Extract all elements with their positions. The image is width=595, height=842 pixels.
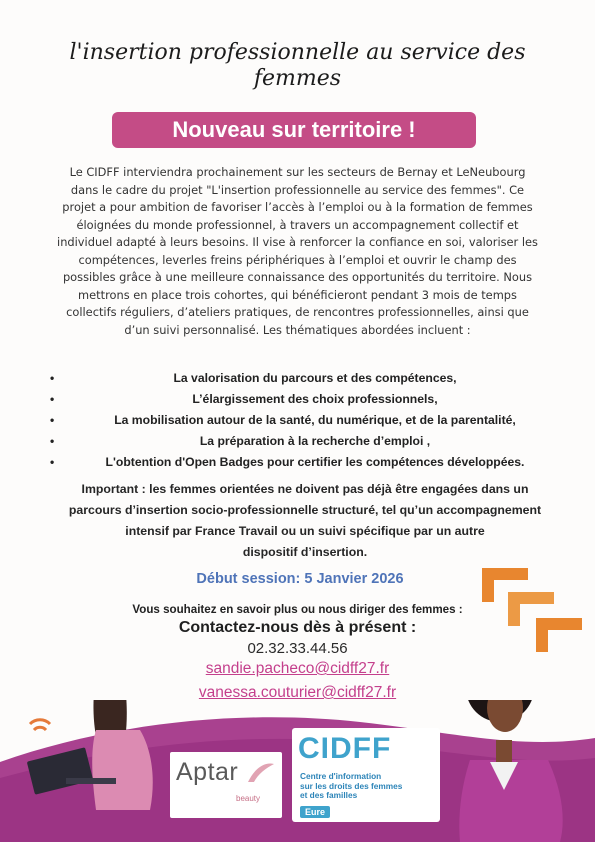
cidff-sub-line: et des familles	[300, 790, 358, 801]
theme-text: La mobilisation autour de la santé, du numérique, et de la parentalité,	[114, 413, 516, 427]
intro-line: dans le cadre du projet "L'insertion professionnelle au service des femmes". Ce	[70, 182, 525, 197]
important-line: intensif par France Travail ou un suivi spécifique par un autre	[125, 524, 485, 538]
cidff-sub-line: Centre d'information	[300, 771, 382, 781]
cidff-logo	[292, 728, 440, 822]
aptar-logo-text: Aptar	[176, 758, 239, 786]
intro-line: projet a pour ambition de favoriser l’accès à l’emploi ou à la formation de femmes	[62, 200, 533, 214]
important-line: dispositif d’insertion.	[242, 545, 368, 559]
important-notice	[40, 479, 570, 563]
intro-line: éloignées du monde professionnel, à travers un accompagnement collectif et	[76, 217, 519, 232]
theme-text: L'obtention d'Open Badges pour certifier les compétences développées.	[105, 455, 525, 469]
cidff-logo-text: CIDFF	[298, 732, 392, 765]
aptar-swoosh-icon	[246, 762, 276, 784]
intro-line: individuel adapté à leurs besoins. Il vise à renforcer la confiance en soi, valoriser les	[57, 235, 538, 249]
theme-text: La valorisation du parcours et des compétences,	[173, 371, 457, 385]
cidff-region-badge: Eure	[300, 806, 330, 818]
contact-intro: Vous souhaitez en savoir plus ou nous diriger des femmes :	[132, 603, 463, 616]
intro-line: collectifs réguliers, d’ateliers pratiques, de rencontres professionnelles, ainsi que	[66, 305, 529, 319]
phone-number[interactable]: 02.32.33.44.56	[247, 640, 348, 657]
bullet: •	[50, 392, 55, 406]
intro-line: Le CIDFF interviendra prochainement sur les secteurs de Bernay et LeNeubourg	[69, 165, 526, 179]
cidff-logo-subtitle	[300, 772, 438, 801]
list-item	[50, 455, 580, 476]
bullet: •	[50, 455, 55, 469]
intro-line: d’un suivi personnalisé. Les thématiques abordées incluent :	[124, 322, 471, 337]
intro-paragraph	[14, 164, 581, 339]
important-line: parcours d’insertion socio-professionnelle structuré, tel qu’un accompagnement	[68, 503, 542, 517]
bullet: •	[50, 434, 55, 448]
theme-text: La préparation à la recherche d’emploi ,	[199, 434, 431, 448]
intro-line: mettrons en place trois cohortes, qui bénéficieront pendant 3 mois de temps	[78, 287, 517, 302]
theme-text: L’élargissement des choix professionnels,	[192, 392, 438, 406]
cidff-sub-line: sur les droits des femmes	[300, 780, 403, 791]
banner-text: Nouveau sur territoire !	[172, 117, 416, 142]
bullet: •	[50, 371, 55, 385]
session-start: Début session: 5 Janvier 2026	[196, 571, 404, 587]
bullet: •	[50, 413, 55, 427]
contact-heading: Contactez-nous dès à présent :	[178, 619, 417, 636]
important-line: Important : les femmes orientées ne doivent pas déjà être engagées dans un	[81, 482, 529, 496]
page-title	[40, 40, 555, 92]
email-link-sandie[interactable]: sandie.pacheco@cidff27.fr	[205, 660, 390, 677]
email-link-vanessa[interactable]: vanessa.couturier@cidff27.fr	[198, 684, 397, 701]
intro-line: possibles grâce à une meilleure connaissance des opportunités du territoire. Nous	[62, 270, 533, 284]
headline-banner	[112, 112, 476, 148]
intro-line: compétences, leverles freins périphériques à l’emploi et ouvrir le champ des	[78, 252, 517, 267]
title-line-2: femmes	[253, 66, 342, 91]
list-item	[50, 371, 580, 392]
list-item	[50, 392, 580, 413]
aptar-logo	[170, 752, 282, 818]
themes-list	[50, 371, 580, 476]
title-line-1: l'insertion professionnelle au service des	[69, 40, 526, 65]
aptar-logo-subtitle: beauty	[236, 794, 261, 803]
list-item	[50, 434, 580, 455]
list-item	[50, 413, 580, 434]
